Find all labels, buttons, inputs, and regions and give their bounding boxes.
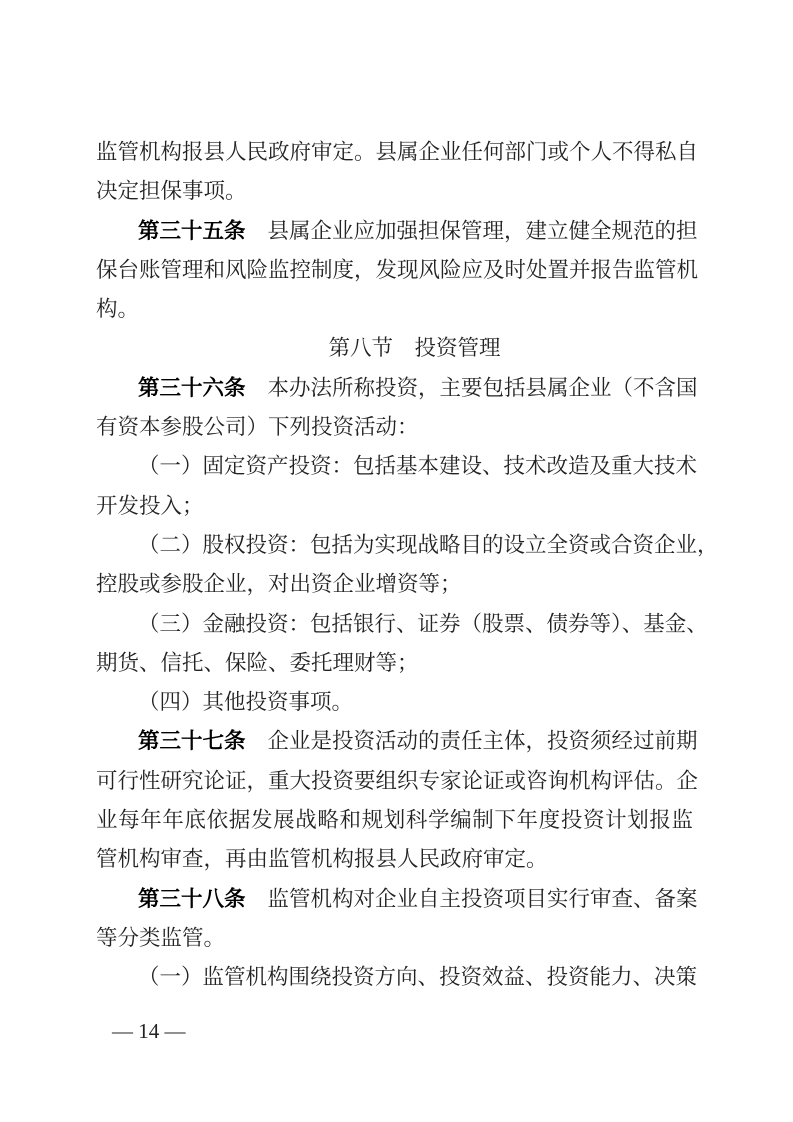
line-text: 构。: [96, 297, 140, 323]
line-text: 控股或参股企业，对出资企业增资等；: [96, 572, 462, 598]
text-line: [96, 683, 693, 722]
line-text: 等分类监管。: [96, 925, 226, 951]
text-line: [96, 487, 693, 526]
text-line: [96, 958, 698, 997]
line-text: 县属企业应加强担保管理，建立健全规范的担: [267, 218, 698, 244]
document-body: [96, 133, 719, 998]
line-text: 监管机构对企业自主投资项目实行审查、备案: [267, 886, 698, 912]
text-line: [96, 762, 699, 801]
line-text: 可行性研究论证，重大投资要组织专家论证或咨询机构评估。企: [96, 768, 699, 794]
line-text: 开发投入；: [96, 493, 204, 519]
line-text: 监管机构报县人民政府审定。县属企业任何部门或个人不得私自: [96, 140, 699, 165]
article-label: 第三十八条: [138, 886, 246, 912]
text-line: [96, 722, 698, 761]
line-text: 保台账管理和风险监控制度，发现风险应及时处置并报告监管机: [96, 257, 699, 283]
text-line: [96, 290, 693, 329]
section-heading: [96, 329, 693, 368]
line-text: （三）金融投资：包括银行、证券（股票、债券等）、基金、: [138, 611, 708, 637]
line-text: （二）股权投资：包括为实现战略目的设立全资或合资企业，: [138, 532, 719, 558]
article-label: 第三十七条: [138, 729, 246, 755]
article-label: 第三十五条: [138, 218, 246, 244]
text-line: [96, 801, 693, 840]
line-text: （一）固定资产投资：包括基本建设、技术改造及重大技术: [138, 454, 698, 480]
line-text: 本办法所称投资，主要包括县属企业（不含国: [267, 375, 698, 401]
text-line: [96, 880, 698, 919]
text-line: [96, 644, 693, 683]
text-line: [96, 447, 698, 486]
text-line: [96, 212, 698, 251]
text-line: [96, 840, 693, 879]
text-line: [96, 526, 719, 565]
line-text: 决定担保事项。: [96, 179, 247, 205]
line-text: 有资本参股公司）下列投资活动：: [96, 415, 419, 441]
text-line: [96, 565, 693, 604]
line-text: （一）监管机构围绕投资方向、投资效益、投资能力、决策: [138, 965, 698, 991]
article-label: 第三十六条: [138, 375, 246, 401]
line-text: 企业是投资活动的责任主体，投资须经过前期: [267, 729, 698, 755]
line-text: 第八节 投资管理: [328, 336, 501, 362]
text-line: [96, 369, 698, 408]
text-line: [96, 133, 699, 172]
line-text: 期货、信托、保险、委托理财等；: [96, 650, 419, 676]
line-text: 管机构审查，再由监管机构报县人民政府审定。: [96, 847, 548, 873]
text-line: [96, 408, 693, 447]
line-text: （四）其他投资事项。: [138, 690, 354, 716]
text-line: [96, 251, 699, 290]
text-line: [96, 919, 693, 958]
text-line: [96, 172, 693, 211]
text-line: [96, 605, 708, 644]
line-text: 业每年年底依据发展战略和规划科学编制下年度投资计划报监: [96, 808, 693, 834]
page-number: — 14 —: [112, 1019, 186, 1043]
